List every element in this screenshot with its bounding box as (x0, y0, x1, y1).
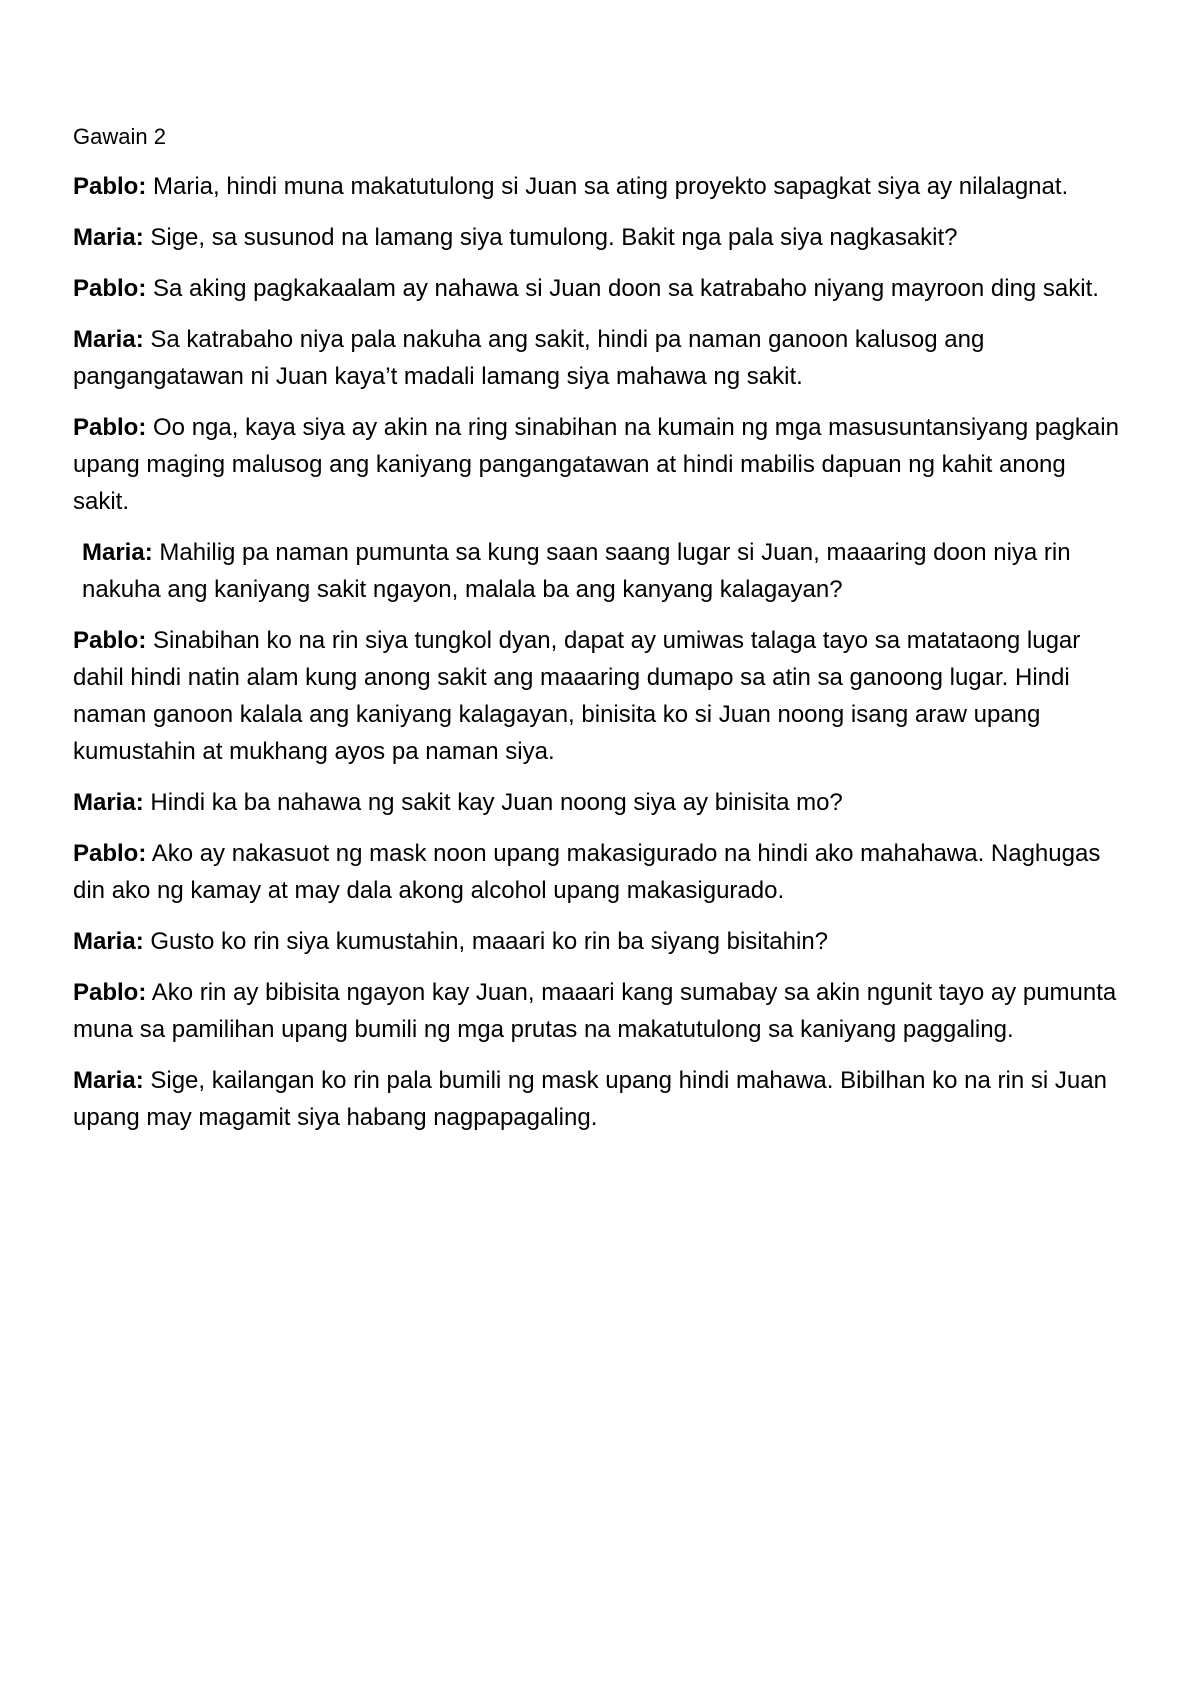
dialogue-line (73, 1062, 1120, 1136)
document-heading: Gawain 2 (73, 124, 166, 149)
dialogue-line (73, 974, 1120, 1048)
speaker-name: Pablo: (73, 840, 147, 867)
dialogue-text: Sige, kailangan ko rin pala bumili ng mask upang hindi mahawa. Bibilhan ko na rin si Juan upang may magamit siya habang nagpapagaling. (73, 1067, 1107, 1131)
dialogue-line (73, 409, 1120, 520)
speaker-name: Maria: (73, 789, 144, 816)
dialogue-line (73, 835, 1120, 909)
dialogue-text: Sa aking pagkakaalam ay nahawa si Juan doon sa katrabaho niyang mayroon ding sakit. (146, 275, 1099, 302)
dialogue-text: Ako ay nakasuot ng mask noon upang makasigurado na hindi ako mahahawa. Naghugas din ako ng kamay at may dala akong alcohol upang makasigurado. (73, 840, 1101, 904)
speaker-name: Maria: (73, 224, 144, 251)
dialogue-line (73, 622, 1120, 770)
dialogue-text: Sinabihan ko na rin siya tungkol dyan, dapat ay umiwas talaga tayo sa matataong lugar dahil hindi natin alam kung anong sakit ang maaaring dumapo sa atin sa ganoong lugar. Hindi naman ganoon kalala ang kaniyang kalagayan, binisita ko si Juan noong isang araw upang kumustahin at mukhang ayos pa naman siya. (73, 627, 1081, 765)
speaker-name: Pablo: (73, 275, 147, 302)
speaker-name: Pablo: (73, 627, 147, 654)
speaker-name: Pablo: (73, 173, 147, 200)
dialogue-line (73, 923, 1120, 960)
dialogue-text: Hindi ka ba nahawa ng sakit kay Juan noong siya ay binisita mo? (143, 789, 843, 816)
dialogue-text: Sa katrabaho niya pala nakuha ang sakit, hindi pa naman ganoon kalusog ang pangangatawan ni Juan kaya’t madali lamang siya mahawa ng sakit. (73, 326, 985, 390)
dialogue-text: Ako rin ay bibisita ngayon kay Juan, maaari kang sumabay sa akin ngunit tayo ay pumunta muna sa pamilihan upang bumili ng mga prutas na makatutulong sa kaniyang paggaling. (73, 979, 1117, 1043)
speaker-name: Maria: (82, 539, 153, 566)
dialogue-text: Sige, sa susunod na lamang siya tumulong. Bakit nga pala siya nagkasakit? (143, 224, 958, 251)
dialogue-line (73, 219, 1120, 256)
dialogue-line (73, 321, 1120, 395)
speaker-name: Maria: (73, 928, 144, 955)
dialogue-text: Oo nga, kaya siya ay akin na ring sinabihan na kumain ng mga masusuntansiyang pagkain upang maging malusog ang kaniyang pangangatawan at hindi mabilis dapuan ng kahit anong sakit. (73, 414, 1119, 515)
speaker-name: Maria: (73, 326, 144, 353)
speaker-name: Maria: (73, 1067, 144, 1094)
dialogue-line (73, 784, 1120, 821)
dialogue-line (73, 168, 1120, 205)
dialogue-text: Gusto ko rin siya kumustahin, maaari ko rin ba siyang bisitahin? (143, 928, 829, 955)
speaker-name: Pablo: (73, 979, 147, 1006)
speaker-name: Pablo: (73, 414, 147, 441)
dialogue-line (73, 534, 1120, 608)
dialogue-line (73, 270, 1120, 307)
dialogue-text: Maria, hindi muna makatutulong si Juan sa ating proyekto sapagkat siya ay nilalagnat. (146, 173, 1069, 200)
dialogue-text: Mahilig pa naman pumunta sa kung saan saang lugar si Juan, maaaring doon niya rin nakuha ang kaniyang sakit ngayon, malala ba ang kanyang kalagayan? (82, 539, 1071, 603)
